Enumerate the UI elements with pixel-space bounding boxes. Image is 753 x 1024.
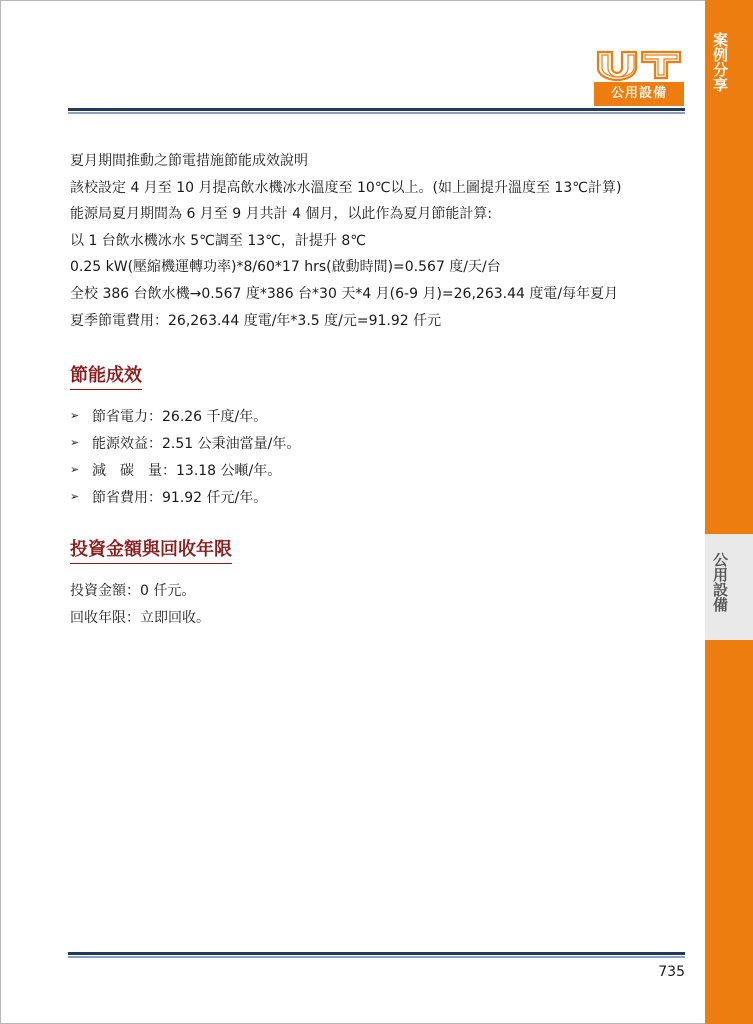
list-item-text: 節省電力：26.26 千度/年。 [92, 408, 268, 425]
list-item-text: 節省費用：91.92 仟元/年。 [92, 489, 268, 506]
list-item [70, 402, 300, 429]
arrow-bullet-icon: ➢ [70, 409, 80, 422]
section-heading: 節能成效 [70, 364, 142, 390]
side-tab-section[interactable]: 公用設備 [711, 552, 729, 612]
list-item [70, 456, 300, 483]
arrow-bullet-icon: ➢ [70, 490, 80, 503]
side-tab-title[interactable]: 案例分享 [711, 32, 729, 92]
savings-section [70, 364, 142, 390]
section-heading: 投資金額與回收年限 [70, 538, 232, 564]
list-item-text: 能源效益：2.51 公秉油當量/年。 [92, 435, 301, 452]
paragraph-line: 該校設定 4 月至 10 月提高飲水機冰水溫度至 10℃以上。(如上圖提升溫度至 13℃計算) [70, 179, 622, 196]
header-category-label: 公用設備 [594, 82, 684, 106]
arrow-bullet-icon: ➢ [70, 436, 80, 449]
investment-amount: 投資金額：0 仟元。 [70, 583, 196, 599]
arrow-bullet-icon: ➢ [70, 463, 80, 476]
footer-rule [68, 952, 685, 958]
investment-lines [70, 578, 210, 632]
ut-logo [594, 46, 684, 82]
payback-period: 回收年限：立即回收。 [70, 610, 210, 626]
page-number: 735 [658, 964, 685, 980]
paragraph-line: 能源局夏月期間為 6 月至 9 月共計 4 個月，以此作為夏月節能計算: [70, 206, 493, 223]
list-item [70, 429, 300, 456]
savings-list [70, 402, 300, 510]
paragraph-line: 夏季節電費用：26,263.44 度電/年*3.5 度/元=91.92 仟元 [70, 312, 442, 329]
paragraph-line: 夏月期間推動之節電措施節能成效說明 [70, 153, 308, 169]
investment-section [70, 538, 232, 564]
explanation-text [70, 148, 700, 334]
list-item [70, 483, 300, 510]
list-item-text: 減 碳 量：13.18 公噸/年。 [92, 462, 282, 479]
side-tab-bar [705, 0, 753, 1024]
header-rule [68, 108, 685, 114]
paragraph-line: 以 1 台飲水機冰水 5℃調至 13℃，計提升 8℃ [70, 232, 366, 249]
paragraph-line: 0.25 kW(壓縮機運轉功率)*8/60*17 hrs(啟動時間)=0.567 度/天/台 [70, 259, 501, 276]
paragraph-line: 全校 386 台飲水機→0.567 度*386 台*30 天*4 月(6-9 月)=26,263.44 度電/每年夏月 [70, 285, 619, 302]
